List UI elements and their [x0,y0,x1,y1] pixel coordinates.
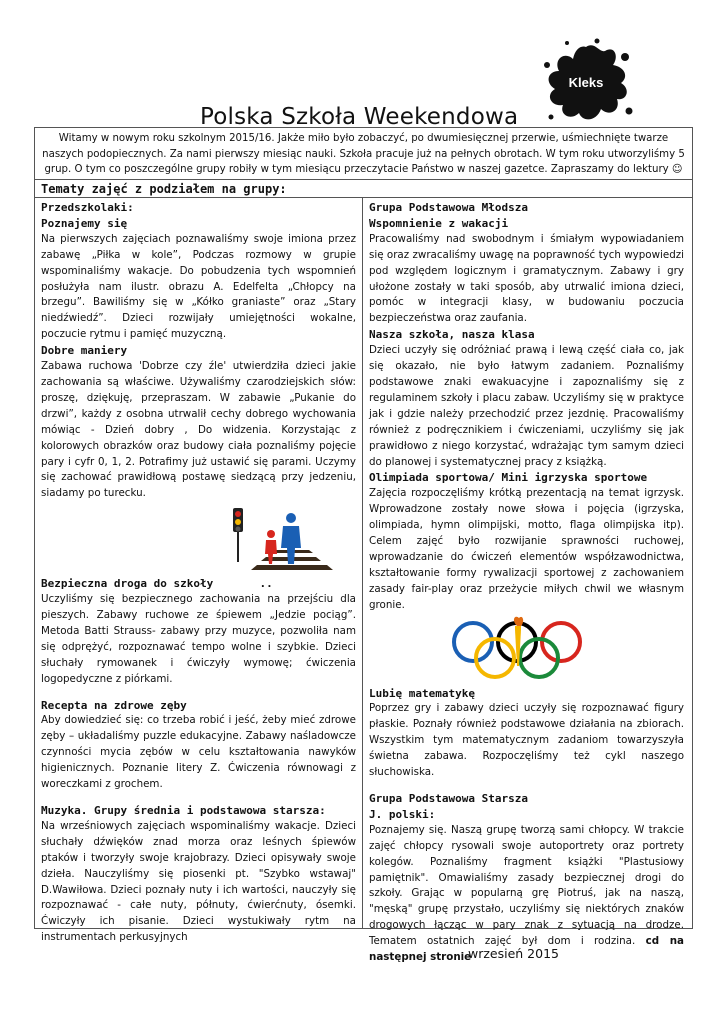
section-title: Wspomnienie z wakacji [369,216,509,230]
crossing-illustration [221,504,351,576]
section-text: Na wrześniowych zajęciach wspominaliśmy wakacje. Dzieci słuchały dźwięków znad morza oraz leśnych śpiewów ptaków i tworzyły swoje krajobrazy. Dzieci opisywały swoje dzieła. Nauczyliśmy się piosenki pt. "Szybko wstawaj" D.Wawiłowa. Dzieci poznały nuty i ich wartości, nauczyły się rozpoznawać - całe nuty, półnuty, ćwierćnuty, ósemki. Ćwiczyły ich pisanie. Dzieci wystukiwały rytm na instrumentach perkusyjnych [41,819,356,944]
section-title: Muzyka. Grupy średnia i podstawowa starsza: [41,804,326,817]
logo-text: Kleks [568,75,604,90]
section-text: Zabawa ruchowa 'Dobrze czy źle' utwierdziła dzieci jakie zachowania są właściwe. Używaliśmy czarodziejskich słów: proszę, dziękuję, przepraszam. W zabawie „Pukanie do drzwi”, każdy z osobna utrwalił cechy dobrego wychowania mówiąc - Dzień dobry , Do widzenia. Korzystając z kolorowych obrazków oraz budowy ciała poznaliśmy pojęcie pary i cyfr 0, 1, 2. Potrafimy już ustawić się parami. Uczymy się zachować prawidłową postawę siedzącą przy jedzeniu, siadamy po turecku. [41,360,356,500]
page-title: Polska Szkoła Weekendowa [200,104,519,130]
traffic-light-icon [233,508,243,562]
section-title: Nasza szkoła, nasza klasa [369,328,535,342]
section-title: Poznajemy się [41,216,128,230]
footer-date: wrzesień 2015 [468,946,559,961]
section-title: Lubię matematykę [369,686,475,700]
section-title: Olimpiada sportowa/ Mini igrzyska sportowe [369,471,648,485]
kleks-logo [537,37,635,127]
group-heading-younger: Grupa Podstawowa Młodsza [369,201,528,214]
section-text: Na pierwszych zajęciach poznawaliśmy swoje imiona przez zabawę „Piłka w kole”, Podczas rozmowy w grupie wspominaliśmy wakacje. Do pobudzenia tych wspomnień posłużyła nam ilustr. obrazu A. Edelfelta „Chłopcy na brzegu”. Bawiliśmy się w „Kółko graniaste” oraz „Stary niedźwiedź”. Dzieci rozwijały umiejętności wokalne, poczucie rytmu i pamięć muzyczną. [41,232,356,341]
themes-heading: Tematy zajęć z podziałem na grupy: [35,180,692,198]
left-column [35,198,363,944]
section-text: Dzieci uczyły się odróżniać prawą i lewą część ciała co, jak się okazało, nie było łatwym zadaniem. Poznaliśmy podstawowe znaki ewakuacyjne i zapoznaliśmy się z regulaminem szkoły i placu zabaw. Uczyliśmy się w praktyce jak i gdzie należy przechodzić przez jezdnię. Pracowaliśmy również z podręcznikiem i ćwiczeniami, uczyliśmy się jak prawidłowo z niego korzystać, wdrażając tym samym dzieci do planowej i systematycznej pracy z książką. [369,344,684,468]
section-text: Pracowaliśmy nad swobodnym i śmiałym wypowiadaniem się oraz zwracaliśmy uwagę na poprawność tych wypowiedzi pod względem logicznym i gramatycznym. Zabawy i gry ułożone zostały w taki sposób, aby utrwalić imiona dzieci, pomóc w integracji klasy, w budowaniu poczucia bezpieczeństwa oraz zaufania. [369,232,684,325]
intro-text: Witamy w nowym roku szkolnym 2015/16. Jakże miło było zobaczyć, po dwumiesięcznej przerwie, uśmiechnięte twarze naszych podopiecznych. Za nami pierwszy miesiąc nauki. Szkoła pracuje już na pełnych obrotach. W tym roku utworzyliśmy 5 grup. O tym co poszczególne grupy robiły w tym miesiącu przeczytacie Państwo w naszej gazetce. Zapraszamy do lektury ☺ [35,128,692,180]
section-title: J. polski: [369,807,436,821]
section-title: Bezpieczna droga do szkoły .. [41,577,273,591]
section-text: Poprzez gry i zabawy dzieci uczyły się rozpoznawać figury płaskie. Poznały również podstawowe działania na zbiorach. Wszystkim tym matematycznym zadaniom towarzyszyła świetna zabawa. Rozpoczęliśmy też cykl naszego słuchowiska. [369,702,684,779]
olympic-rings-image [447,616,607,682]
section-text: Zajęcia rozpoczęliśmy krótką prezentacją na temat igrzysk. Wprowadzone zostały nowe słowa i pojęcia (igrzyska, olimpiada, hymn olimpijski, motto, flaga olimpijska itp). Celem zajęć było rozwijanie sprawności ruchowej, wprowadzanie do ćwiczeń elementów współzawodnictwa, kształtowanie formy rywalizacji sportowej z zachowaniem zasady fair-play oraz przeżycie miłych chwil we własnym gronie. [369,487,684,611]
section-text: Aby dowiedzieć się: co trzeba robić i jeść, żeby mieć zdrowe zęby – układaliśmy puzzle edukacyjne. Zabawy naśladowcze czynności mycia zębów w celu kształtowania nawyków higienicznych. Poznanie litery Z. Ćwiczenia równowagi z woreczkami z grochem. [41,714,356,791]
section-title: Dobre maniery [41,344,128,358]
section-text: Uczyliśmy się bezpiecznego zachowania na przejściu dla pieszych. Zabawy ruchowe ze śpiewem „Jedzie pociąg”. Metoda Batti Strauss- zabawy przy muzyce, pozwoliła nam się odprężyć, rozpoznawać tempo wolne i szybkie. Dzieci słuchały rymowanek i ćwiczyły wymowę; ćwiczenia logopedyczne z piórkami. [41,593,356,685]
group-heading-preschool: Przedszkolaki: [41,201,134,214]
section-text: Poznajemy się. Naszą grupę tworzą sami chłopcy. W trakcie zajęć chłopcy rysowali swoje autoportrety oraz portrety kolegów. Poznaliśmy fragment książki "Plastusiowy pamiętnik". Omawialiśmy zasady bezpiecznej drogi do szkoły. Grając w popularną grę Piotruś, jak na naszą, "męską" grupę przystało, uczyliśmy się niektórych znaków drogowych łącząc w pary znak z sytuacją na drodze. Tematem ostatnich zajęć był dom i rodzina. cd na następnej stronie [369,823,685,964]
pedestrians-icon [265,513,301,564]
continued-note: cd na następnej stronie [369,935,685,964]
group-heading-older: Grupa Podstawowa Starsza [369,792,528,805]
section-title: Recepta na zdrowe zęby [41,698,187,712]
